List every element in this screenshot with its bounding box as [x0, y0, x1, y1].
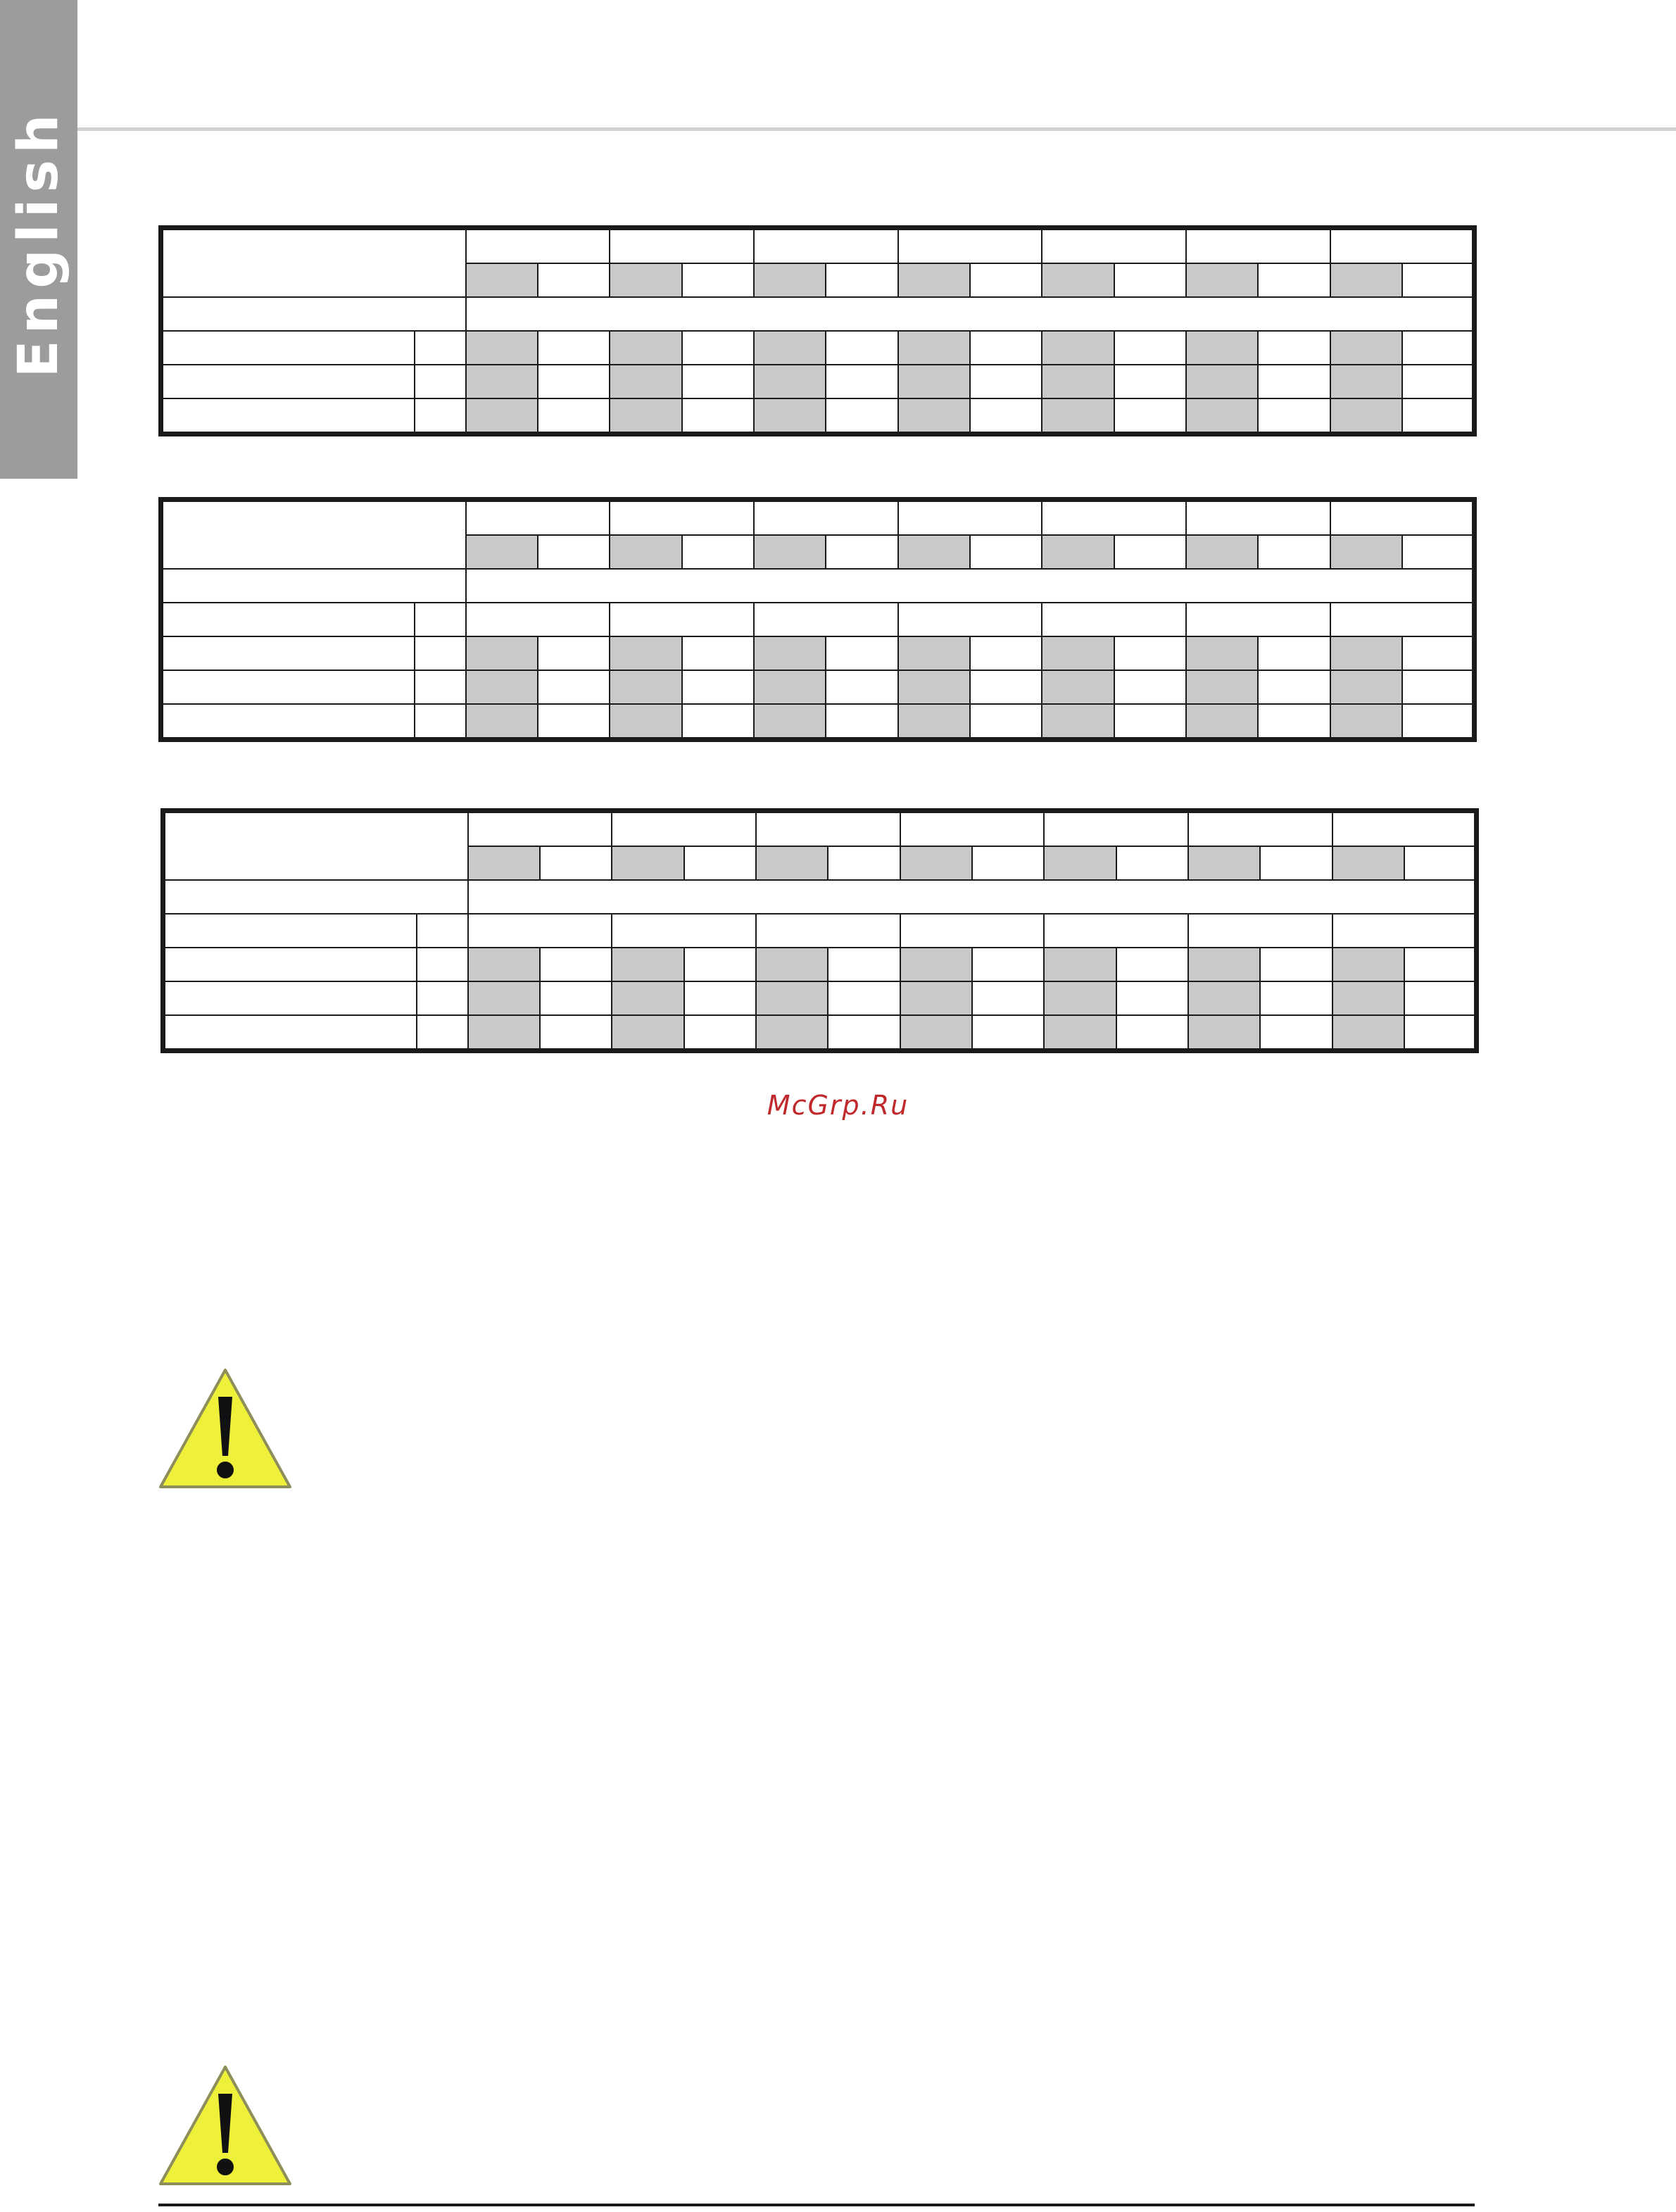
table-row — [163, 1015, 1477, 1051]
shaded-cell — [1044, 846, 1116, 880]
table-cell — [1114, 670, 1186, 704]
table-cell — [163, 914, 417, 948]
shaded-cell — [610, 263, 681, 297]
shaded-cell — [756, 981, 828, 1015]
table-cell — [540, 846, 612, 880]
shaded-cell — [898, 636, 970, 670]
table-cell — [612, 914, 756, 948]
shaded-cell — [754, 704, 826, 740]
shaded-cell — [1188, 981, 1260, 1015]
table-cell — [1332, 811, 1477, 847]
table-cell — [538, 331, 610, 365]
table-cell — [1116, 981, 1188, 1015]
shaded-cell — [1330, 398, 1402, 434]
table-row — [161, 603, 1475, 636]
table-cell — [1186, 500, 1330, 536]
table-cell — [1330, 603, 1475, 636]
shaded-cell — [612, 1015, 683, 1051]
table-cell — [826, 636, 897, 670]
table-cell — [1114, 398, 1186, 434]
table-cell — [538, 398, 610, 434]
table-cell — [415, 704, 466, 740]
table-cell — [682, 636, 754, 670]
table-cell — [1260, 846, 1332, 880]
table-cell — [161, 704, 415, 740]
shaded-cell — [1042, 535, 1114, 569]
table-cell — [415, 365, 466, 398]
table-cell — [682, 263, 754, 297]
table-cell — [161, 569, 466, 603]
table-cell — [538, 636, 610, 670]
table-cell — [970, 704, 1042, 740]
table-cell — [826, 670, 897, 704]
table-cell — [466, 297, 1475, 331]
table-row — [161, 228, 1475, 264]
table-cell — [538, 263, 610, 297]
shaded-cell — [466, 704, 538, 740]
spec-table-2 — [158, 497, 1477, 742]
table-cell — [1404, 846, 1476, 880]
table-cell — [1258, 535, 1330, 569]
shaded-cell — [466, 535, 538, 569]
table-cell — [682, 365, 754, 398]
table-cell — [754, 500, 898, 536]
table-cell — [1404, 1015, 1476, 1051]
table-row — [161, 636, 1475, 670]
table-cell — [826, 704, 897, 740]
table-cell — [1042, 603, 1186, 636]
table-cell — [415, 331, 466, 365]
header-rule — [77, 127, 1676, 131]
table-cell — [682, 670, 754, 704]
table-cell — [1188, 914, 1332, 948]
table-cell — [466, 228, 610, 264]
table-cell — [1330, 228, 1475, 264]
warning-triangle-icon — [156, 2063, 294, 2189]
table-cell — [161, 365, 415, 398]
shaded-cell — [1186, 636, 1258, 670]
table-row — [163, 948, 1477, 981]
table-cell — [538, 670, 610, 704]
table-cell — [468, 811, 612, 847]
shaded-cell — [612, 948, 683, 981]
shaded-cell — [900, 1015, 972, 1051]
table-cell — [1258, 670, 1330, 704]
shaded-cell — [1042, 636, 1114, 670]
shaded-cell — [1186, 704, 1258, 740]
language-side-tab — [0, 0, 77, 479]
shaded-cell — [468, 1015, 540, 1051]
shaded-cell — [1188, 846, 1260, 880]
table-cell — [163, 948, 417, 981]
shaded-cell — [610, 704, 681, 740]
table-cell — [972, 846, 1044, 880]
table-cell — [898, 603, 1042, 636]
table-cell — [1402, 670, 1474, 704]
table-cell — [1258, 636, 1330, 670]
shaded-cell — [1332, 981, 1404, 1015]
shaded-cell — [754, 670, 826, 704]
table-cell — [540, 1015, 612, 1051]
shaded-cell — [1330, 670, 1402, 704]
table-cell — [1404, 981, 1476, 1015]
shaded-cell — [1188, 1015, 1260, 1051]
table-cell — [972, 981, 1044, 1015]
table-cell — [538, 704, 610, 740]
table-cell — [970, 331, 1042, 365]
table-cell — [970, 670, 1042, 704]
table-cell — [826, 535, 897, 569]
table-cell — [1332, 914, 1477, 948]
table-cell — [161, 636, 415, 670]
table-cell — [163, 1015, 417, 1051]
table-cell — [1258, 263, 1330, 297]
shaded-cell — [900, 948, 972, 981]
table-cell — [970, 365, 1042, 398]
table-cell — [970, 398, 1042, 434]
bottom-rule — [158, 2204, 1475, 2206]
table-cell — [1402, 535, 1474, 569]
table-cell — [898, 500, 1042, 536]
shaded-cell — [754, 398, 826, 434]
table-row — [161, 331, 1475, 365]
table-cell — [415, 636, 466, 670]
table-cell — [970, 636, 1042, 670]
table-row — [163, 880, 1477, 914]
shaded-cell — [466, 670, 538, 704]
table-cell — [684, 846, 756, 880]
table-cell — [1114, 263, 1186, 297]
table-cell — [466, 569, 1475, 603]
table-cell — [900, 811, 1045, 847]
table-row — [161, 297, 1475, 331]
table-cell — [1114, 535, 1186, 569]
table-cell — [1260, 948, 1332, 981]
watermark-text: McGrp.Ru — [767, 1090, 909, 1121]
shaded-cell — [1330, 704, 1402, 740]
shaded-cell — [900, 981, 972, 1015]
table-cell — [970, 263, 1042, 297]
shaded-cell — [1332, 948, 1404, 981]
shaded-cell — [900, 846, 972, 880]
spec-table-3 — [160, 808, 1479, 1053]
table-cell — [682, 331, 754, 365]
shaded-cell — [1186, 670, 1258, 704]
table-cell — [468, 914, 612, 948]
table-cell — [1402, 704, 1474, 740]
table-cell — [1042, 228, 1186, 264]
shaded-cell — [1186, 365, 1258, 398]
table-cell — [1260, 1015, 1332, 1051]
table-cell — [970, 535, 1042, 569]
shaded-cell — [1186, 263, 1258, 297]
table-cell — [828, 846, 900, 880]
table-row — [161, 500, 1475, 536]
shaded-cell — [1332, 1015, 1404, 1051]
table-cell — [1402, 398, 1474, 434]
shaded-cell — [1044, 981, 1116, 1015]
shaded-cell — [466, 365, 538, 398]
table-cell — [682, 704, 754, 740]
table-cell — [1116, 948, 1188, 981]
table-cell — [610, 500, 754, 536]
table-cell — [1188, 811, 1332, 847]
table-cell — [900, 914, 1045, 948]
table-cell — [417, 981, 468, 1015]
shaded-cell — [610, 636, 681, 670]
table-cell — [417, 948, 468, 981]
table-cell — [466, 603, 610, 636]
shaded-cell — [898, 535, 970, 569]
table-cell — [684, 1015, 756, 1051]
table-cell — [1186, 603, 1330, 636]
table-cell — [826, 365, 897, 398]
table-row — [163, 981, 1477, 1015]
table-cell — [415, 603, 466, 636]
shaded-cell — [1188, 948, 1260, 981]
table-cell — [1042, 500, 1186, 536]
table-row — [163, 914, 1477, 948]
table-cell — [684, 981, 756, 1015]
shaded-cell — [466, 636, 538, 670]
table-cell — [1260, 981, 1332, 1015]
table-cell — [161, 398, 415, 434]
shaded-cell — [898, 263, 970, 297]
table-cell — [161, 297, 466, 331]
table-cell — [161, 603, 415, 636]
table-cell — [1186, 228, 1330, 264]
table-cell — [163, 811, 468, 881]
table-cell — [826, 263, 897, 297]
table-cell — [1402, 331, 1474, 365]
table-row — [161, 670, 1475, 704]
table-cell — [1116, 1015, 1188, 1051]
shaded-cell — [468, 846, 540, 880]
table-cell — [540, 948, 612, 981]
shaded-cell — [612, 981, 683, 1015]
table-cell — [828, 948, 900, 981]
shaded-cell — [898, 704, 970, 740]
shaded-cell — [898, 670, 970, 704]
table-row — [161, 569, 1475, 603]
shaded-cell — [756, 948, 828, 981]
shaded-cell — [754, 365, 826, 398]
shaded-cell — [466, 263, 538, 297]
table-cell — [826, 398, 897, 434]
table-cell — [610, 228, 754, 264]
shaded-cell — [610, 331, 681, 365]
shaded-cell — [612, 846, 683, 880]
warning-triangle-icon — [156, 1366, 294, 1493]
table-cell — [610, 603, 754, 636]
table-row — [161, 398, 1475, 434]
shaded-cell — [610, 365, 681, 398]
table-row — [163, 811, 1477, 847]
shaded-cell — [466, 331, 538, 365]
table-cell — [161, 670, 415, 704]
table-cell — [1402, 365, 1474, 398]
table-cell — [1116, 846, 1188, 880]
table-cell — [682, 398, 754, 434]
table-cell — [468, 880, 1477, 914]
table-cell — [417, 914, 468, 948]
shaded-cell — [1330, 365, 1402, 398]
table-cell — [1258, 398, 1330, 434]
table-cell — [161, 228, 466, 298]
table-cell — [684, 948, 756, 981]
table-cell — [538, 535, 610, 569]
shaded-cell — [1044, 1015, 1116, 1051]
table-cell — [898, 228, 1042, 264]
table-cell — [415, 670, 466, 704]
table-cell — [754, 228, 898, 264]
table-cell — [1258, 331, 1330, 365]
shaded-cell — [468, 948, 540, 981]
shaded-cell — [610, 398, 681, 434]
shaded-cell — [898, 365, 970, 398]
shaded-cell — [466, 398, 538, 434]
table-cell — [612, 811, 756, 847]
table-cell — [1402, 636, 1474, 670]
shaded-cell — [610, 670, 681, 704]
table-cell — [1114, 704, 1186, 740]
shaded-cell — [610, 535, 681, 569]
table-cell — [828, 981, 900, 1015]
table-cell — [756, 914, 900, 948]
table-cell — [972, 948, 1044, 981]
shaded-cell — [898, 398, 970, 434]
shaded-cell — [1186, 398, 1258, 434]
shaded-cell — [1186, 535, 1258, 569]
shaded-cell — [1042, 263, 1114, 297]
table-cell — [1258, 704, 1330, 740]
shaded-cell — [756, 1015, 828, 1051]
table-cell — [756, 811, 900, 847]
shaded-cell — [1332, 846, 1404, 880]
shaded-cell — [1330, 331, 1402, 365]
table-cell — [466, 500, 610, 536]
table-cell — [972, 1015, 1044, 1051]
shaded-cell — [468, 981, 540, 1015]
shaded-cell — [1330, 535, 1402, 569]
shaded-cell — [1042, 670, 1114, 704]
table-cell — [1330, 500, 1475, 536]
table-row — [161, 704, 1475, 740]
shaded-cell — [1044, 948, 1116, 981]
shaded-cell — [754, 535, 826, 569]
table-cell — [682, 535, 754, 569]
table-cell — [161, 331, 415, 365]
shaded-cell — [898, 331, 970, 365]
shaded-cell — [1186, 331, 1258, 365]
table-cell — [161, 500, 466, 570]
shaded-cell — [754, 331, 826, 365]
table-cell — [1114, 365, 1186, 398]
table-cell — [826, 331, 897, 365]
shaded-cell — [1330, 263, 1402, 297]
table-cell — [538, 365, 610, 398]
table-cell — [1044, 811, 1188, 847]
table-cell — [163, 981, 417, 1015]
shaded-cell — [756, 846, 828, 880]
shaded-cell — [1042, 704, 1114, 740]
shaded-cell — [754, 263, 826, 297]
table-cell — [1404, 948, 1476, 981]
shaded-cell — [1330, 636, 1402, 670]
table-cell — [1258, 365, 1330, 398]
spec-table-1 — [158, 225, 1477, 436]
shaded-cell — [1042, 398, 1114, 434]
table-row — [161, 365, 1475, 398]
table-cell — [163, 880, 468, 914]
table-cell — [415, 398, 466, 434]
table-cell — [754, 603, 898, 636]
shaded-cell — [754, 636, 826, 670]
table-cell — [1114, 331, 1186, 365]
shaded-cell — [1042, 331, 1114, 365]
table-cell — [828, 1015, 900, 1051]
shaded-cell — [1042, 365, 1114, 398]
table-cell — [1402, 263, 1474, 297]
table-cell — [1114, 636, 1186, 670]
language-label: English — [7, 108, 70, 378]
table-cell — [417, 1015, 468, 1051]
table-cell — [1044, 914, 1188, 948]
table-cell — [540, 981, 612, 1015]
